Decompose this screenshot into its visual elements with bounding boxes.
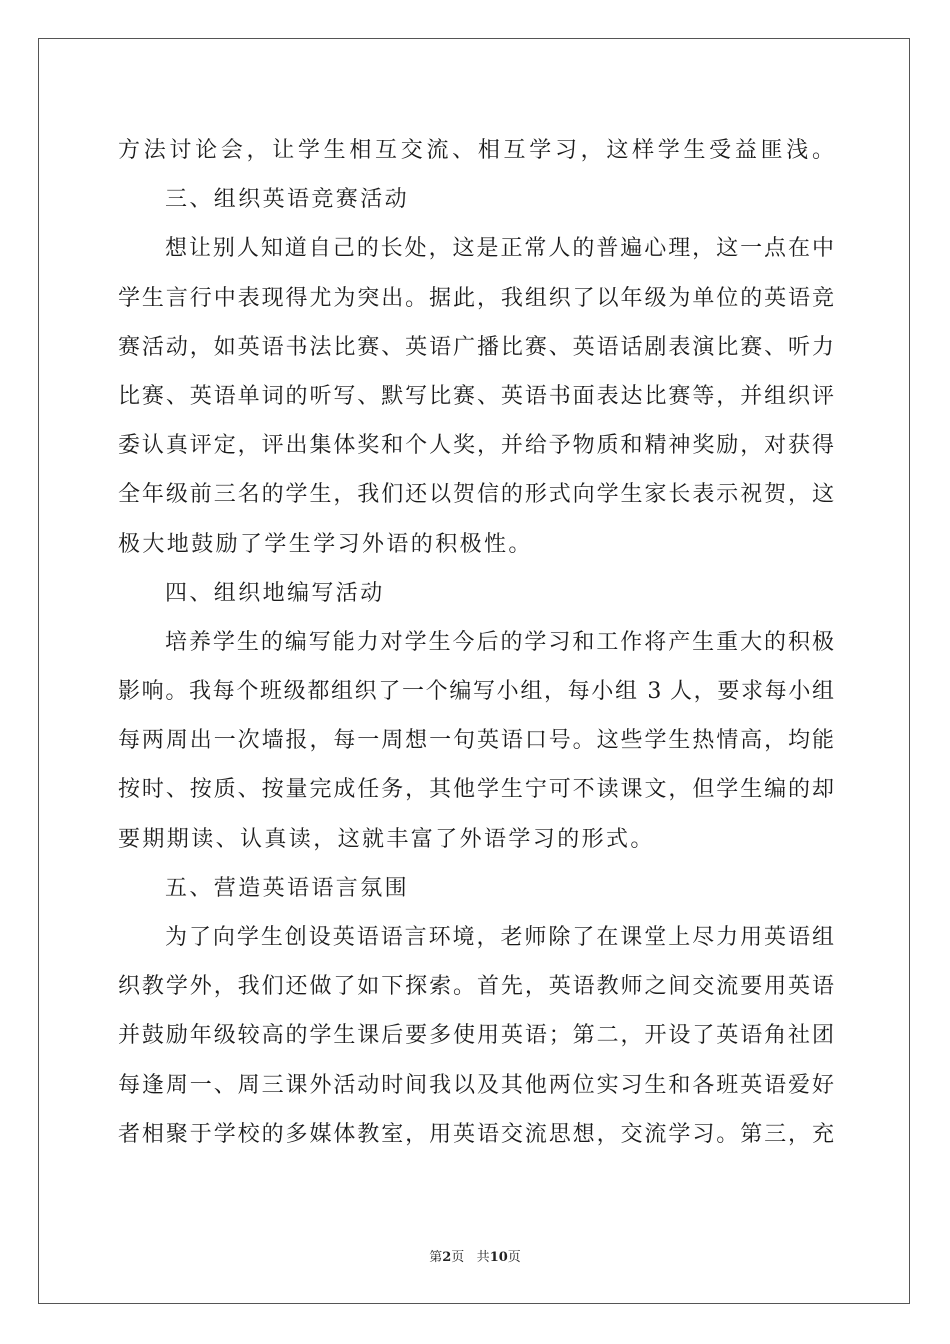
paragraph-line: 织教学外，我们还做了如下探索。首先，英语教师之间交流要用英语 xyxy=(118,974,834,1000)
paragraph-line: 每两周出一次墙报，每一周想一句英语口号。这些学生热情高，均能 xyxy=(118,728,834,754)
section-heading: 三、组织英语竞赛活动 xyxy=(165,187,410,213)
total-pages-suffix: 页 xyxy=(507,1250,521,1265)
paragraph-line: 赛活动，如英语书法比赛、英语广播比赛、英语话剧表演比赛、听力 xyxy=(118,334,834,360)
document-body xyxy=(118,126,834,1159)
total-pages-prefix: 共 xyxy=(476,1250,490,1265)
paragraph-line: 培养学生的编写能力对学生今后的学习和工作将产生重大的积极 xyxy=(165,629,834,655)
paragraph-line: 按时、按质、按量完成任务，其他学生宁可不读课文，但学生编的却 xyxy=(118,777,834,803)
paragraph-line: 影响。我每个班级都组织了一个编写小组，每小组 3 人，要求每小组 xyxy=(118,679,834,705)
page-number-prefix: 第 xyxy=(429,1250,443,1265)
paragraph-line: 方法讨论会，让学生相互交流、相互学习，这样学生受益匪浅。 xyxy=(118,138,834,163)
paragraph-line: 每逢周一、周三课外活动时间我以及其他两位实习生和各班英语爱好 xyxy=(118,1072,834,1098)
paragraph-line: 学生言行中表现得尤为突出。据此，我组织了以年级为单位的英语竞 xyxy=(118,285,834,311)
section-heading: 四、组织地编写活动 xyxy=(165,580,385,606)
total-pages: 10 xyxy=(489,1250,508,1265)
paragraph-line: 极大地鼓励了学生学习外语的积极性。 xyxy=(118,531,533,557)
paragraph-line: 要期期读、认真读，这就丰富了外语学习的形式。 xyxy=(118,826,655,852)
paragraph-line: 为了向学生创设英语语言环境，老师除了在课堂上尽力用英语组 xyxy=(165,925,834,950)
page-number: 2 xyxy=(442,1250,452,1265)
paragraph-line: 并鼓励年级较高的学生课后要多使用英语；第二，开设了英语角社团 xyxy=(118,1023,834,1049)
paragraph-line: 比赛、英语单词的听写、默写比赛、英语书面表达比赛等，并组织评 xyxy=(118,383,834,409)
section-heading: 五、营造英语语言氛围 xyxy=(165,875,410,901)
paragraph-line: 者相聚于学校的多媒体教室，用英语交流思想，交流学习。第三，充 xyxy=(118,1121,834,1147)
paragraph-line: 委认真评定，评出集体奖和个人奖，并给予物质和精神奖励，对获得 xyxy=(118,433,834,459)
page-footer xyxy=(0,1246,950,1265)
paragraph-line: 想让别人知道自己的长处，这是正常人的普遍心理，这一点在中 xyxy=(165,236,834,262)
page-number-suffix: 页 xyxy=(451,1250,465,1265)
paragraph-line: 全年级前三名的学生，我们还以贺信的形式向学生家长表示祝贺，这 xyxy=(118,482,834,508)
